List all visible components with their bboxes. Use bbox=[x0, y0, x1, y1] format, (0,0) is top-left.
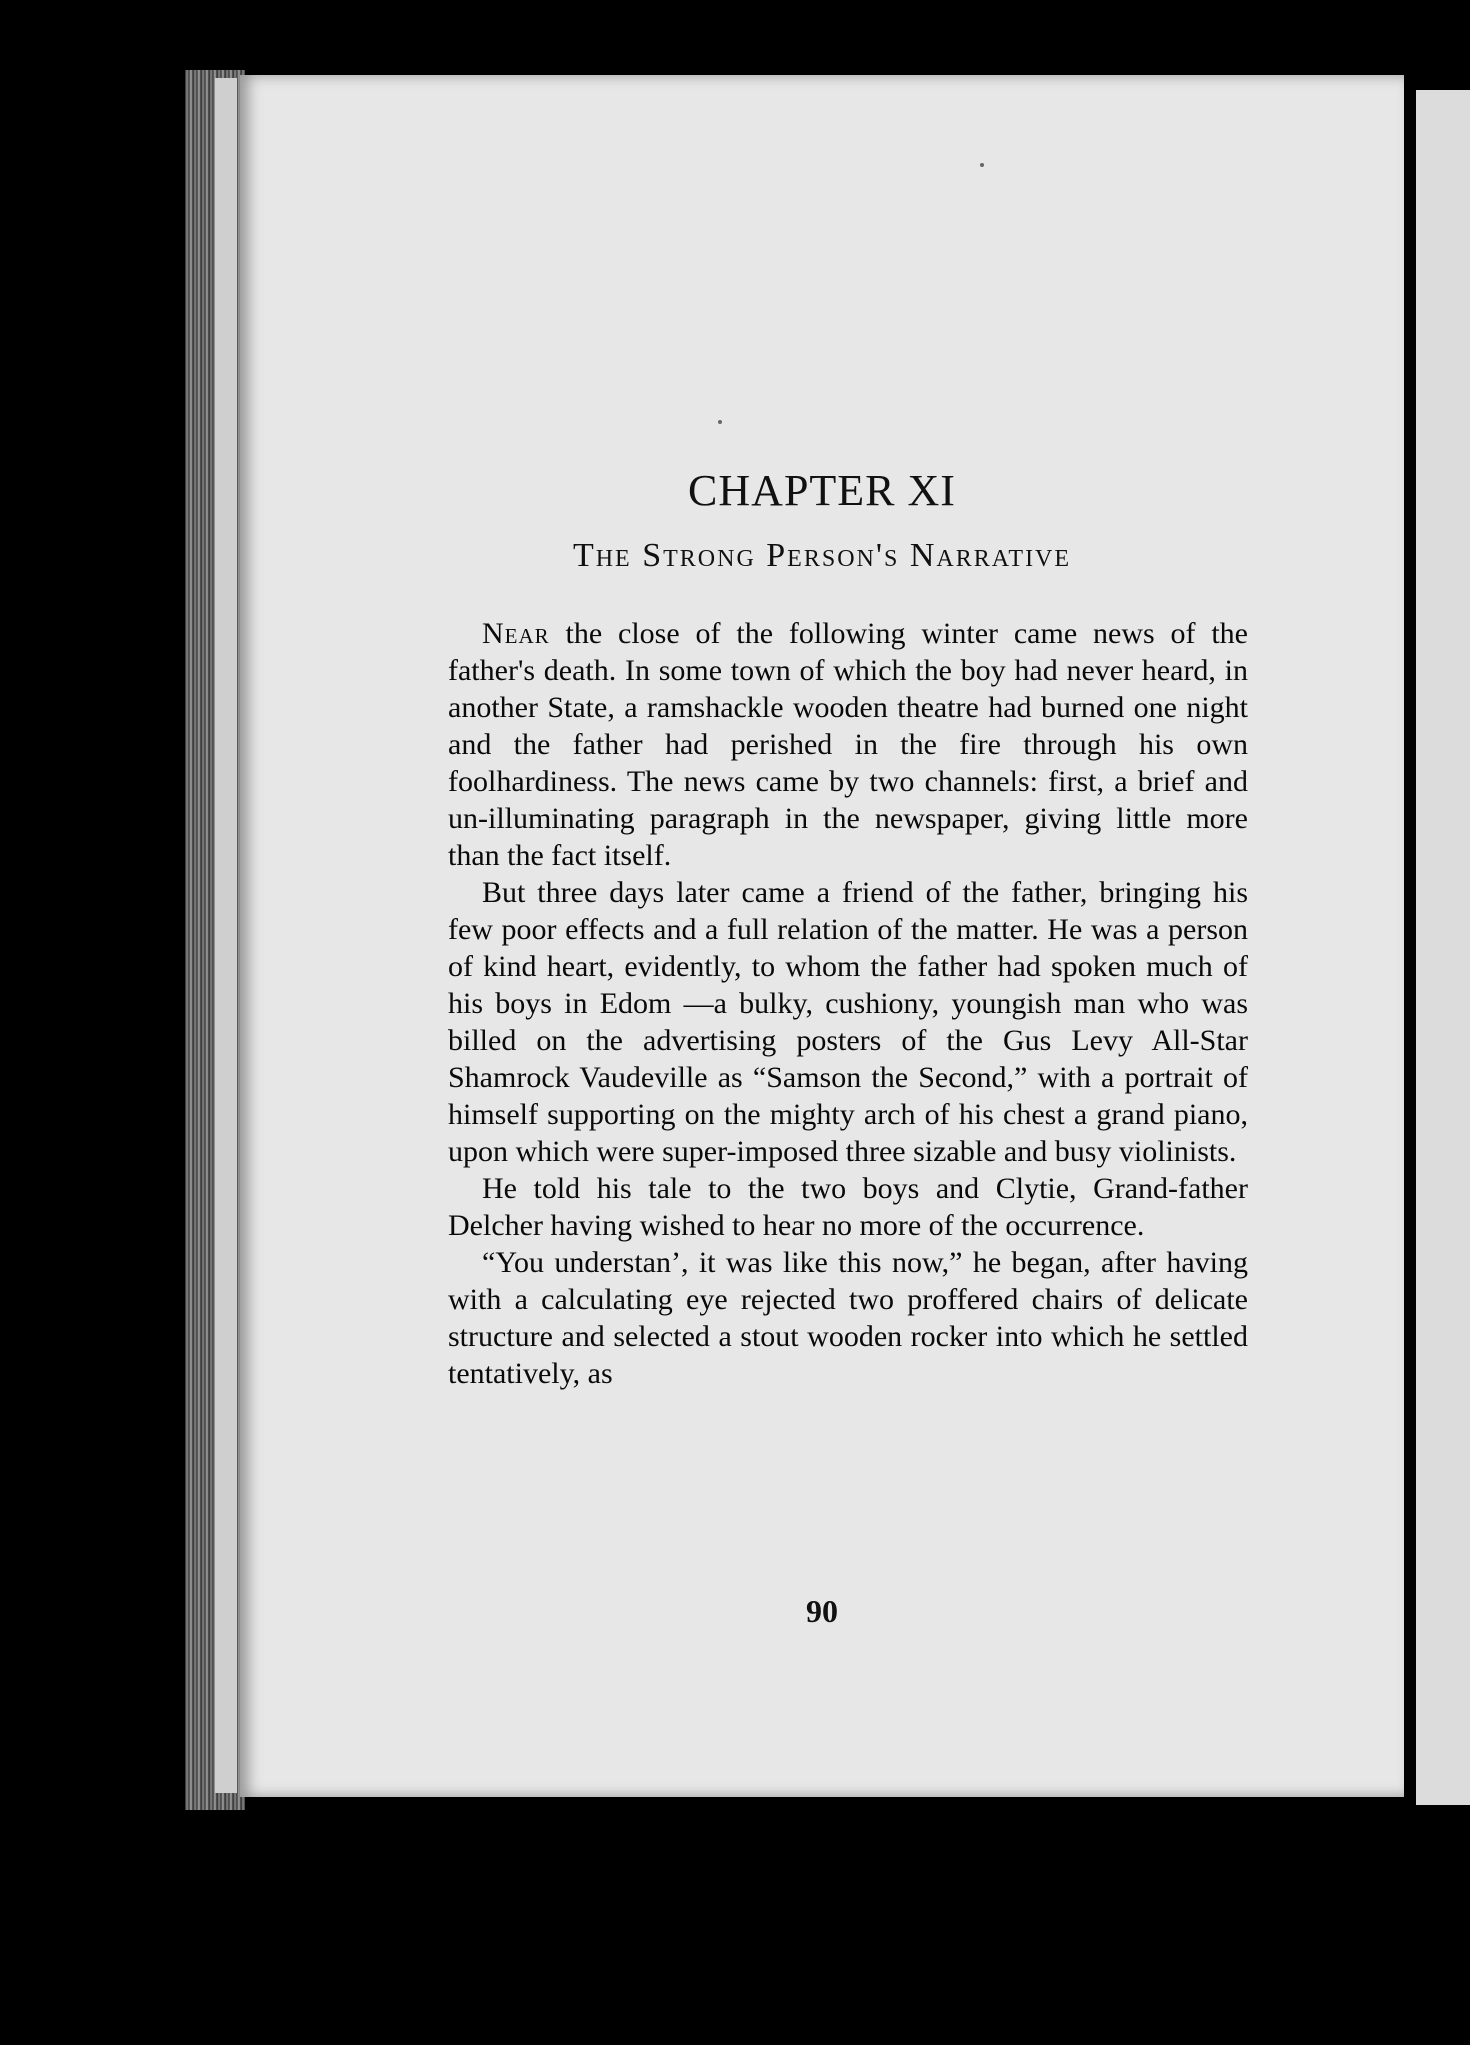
dust-speck bbox=[980, 163, 984, 167]
paragraph bbox=[448, 1170, 1248, 1244]
paragraph-lead: Near bbox=[482, 617, 550, 650]
paragraph-text: the close of the following winter came news of the father's death. In some town of which the boy had never heard, in another State, a ramshackle wooden theatre had burned one night and the father had perished in the fire through his own foolhardiness. The news came by two channels: first, a brief and un-illuminating paragraph in the newspaper, giving little more than the fact itself. bbox=[448, 617, 1248, 872]
spine-strip bbox=[215, 78, 237, 1793]
body-text bbox=[448, 615, 1248, 1392]
paragraph-text: But three days later came a friend of the father, bringing his few poor effects and a full relation of the matter. He was a person of kind heart, evidently, to whom the father had spoken much of his boys in Edom —a bulky, cushiony, youngish man who was billed on the advertising posters of the Gus Levy All-Star Shamrock Vaudeville as “Samson the Second,” with a portrait of himself supporting on the mighty arch of his chest a grand piano, upon which were super-imposed three sizable and busy violinists. bbox=[448, 876, 1248, 1168]
paragraph bbox=[448, 1244, 1248, 1392]
paragraph bbox=[448, 874, 1248, 1170]
right-page-edge bbox=[1416, 90, 1470, 1805]
dust-speck bbox=[718, 420, 722, 424]
paragraph-text: “You understan’, it was like this now,” he began, after having with a calculating eye rejected two proffered chairs of delicate structure and selected a stout wooden rocker into which he settled tentatively, as bbox=[448, 1246, 1248, 1390]
book-page bbox=[240, 75, 1404, 1797]
chapter-subtitle: The Strong Person's Narrative bbox=[572, 537, 1072, 574]
page-number: 90 bbox=[806, 1593, 838, 1629]
chapter-title: CHAPTER XI bbox=[688, 466, 956, 515]
paragraph bbox=[448, 615, 1248, 874]
paragraph-text: He told his tale to the two boys and Clytie, Grand-father Delcher having wished to hear no more of the occurrence. bbox=[448, 1172, 1248, 1242]
